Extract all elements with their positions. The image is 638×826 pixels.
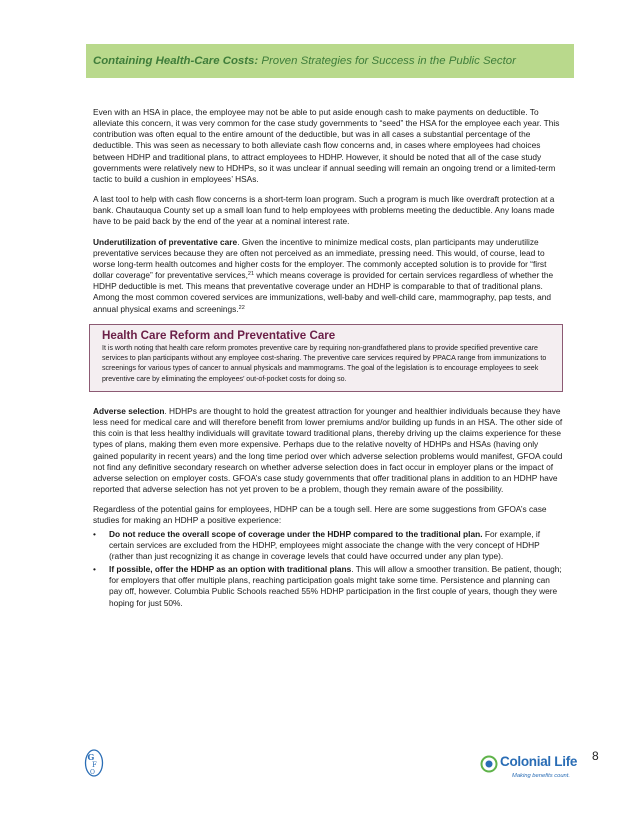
brand-name: Colonial Life: [500, 754, 578, 769]
preventative-text-b: which means coverage is provided for certain services regardless of whether the HDHP deductible is met. This means that preventative coverage under an HDHP is comparable to that of traditional plans. Among the most common covered services are immunizations, well-baby and well-child care, mammography, pap tests, and annual physical exams and screenings.: [93, 270, 554, 314]
svg-text:G: G: [87, 752, 95, 762]
preventative-text-a: . Given the incentive to minimize medical costs, plan participants may underutilize preventative services because they are often not perceived as an immediate, pressing need. This would, of course, lead to worse long-term health outcomes and higher costs for the employer. The commonly accepted solution is to provide for “first dollar coverage” for preventative services,: [93, 236, 547, 281]
adverse-selection-text: . HDHPs are thought to hold the greatest attraction for younger and healthier individuals because they have less need for medical care and will therefore benefit from lower premiums and/or building up funds in an HSA. The other side of this coin is that less healthy individuals will gravitate toward traditional plans, thereby driving up the claims experience for these types of plans, making them even more expensive. Perhaps due to the relative novelty of HDHPs and HSAs (having only gained popularity in recent years) and the long time period over which adverse selection problems would manifest, GFOA could not find any definitive secondary research on whether adverse selection does in fact occur in employer plans or the impact of adverse selection on employer costs. GFOA’s case study governments that offer traditional plans in addition to an HDHP have reported that adverse selection has not yet proven to be a problem, though they remain aware of the possibility.: [93, 406, 563, 495]
page-number: 8: [592, 749, 599, 763]
bullet-mark: •: [93, 564, 96, 575]
gfoa-seal-icon: [84, 748, 104, 778]
callout-title: Health Care Reform and Preventative Care: [102, 328, 336, 342]
heading-underutilization: Underutilization of preventative care: [93, 236, 238, 247]
bullet-bold-text: Do not reduce the overall scope of coverage under the HDHP compared to the traditional plan.: [109, 528, 483, 539]
bullet-text: . This will allow a smoother transition. Be patient, though; for employers that offer multiple plans, reaching participation goals might take some time. Persistence and planning can pay off, however. Columbia Public Schools reached 55% HDHP participation in the first couple of years, though they were hoping for just 50%.: [109, 564, 562, 608]
list-item: [93, 564, 565, 609]
bullet-text: For example, if certain services are excluded from the HDHP, employees might associate the change with the very concept of HDHP (rather than just recognizing it as change in coverage levels that could have occurred under any plan type).: [109, 528, 541, 561]
paragraph-suggestions-intro: Regardless of the potential gains for employees, HDHP can be a tough sell. Here are some suggestions from GFOA’s case studies for making an HDHP a positive experience:: [93, 504, 547, 526]
footnote-ref-22: 22: [238, 304, 245, 311]
paragraph-preventative-care: [93, 237, 565, 315]
bullet-bold-text: If possible, offer the HDHP as an option with traditional plans: [109, 564, 352, 575]
callout-text: It is worth noting that health care reform promotes preventive care by requiring non-grandfathered plans to provide specified preventive care services to plan participants without any employee cost-sharing. The preventive care services required by PPACA range from immunizations to screenings for various types of cancer to annual physicals and mammograms. The goal of the legislation is to encourage employees to seek preventive care by eliminating the employees’ out-of-pocket costs for doing so.: [102, 344, 547, 383]
list-item: [93, 529, 565, 562]
header-bar: [86, 44, 574, 78]
svg-text:F: F: [92, 761, 97, 769]
paragraph-hsa-seeding: Even with an HSA in place, the employee may not be able to put aside enough cash to make payments on deductible. To alleviate this concern, it was very common for the case study governments to “seed” the HSA for the employee each year. This contribution was often equal to the entire amount of the deductible, but was in all cases a substantial percentage of the deductible. This was seen as necessary to both alleviate cash flow concerns and, in cases where employees had choices between HDHP and traditional plans, to attract employees to HDHP. However, it should be noted that all of the case study governments were relatively new to HDHPs, so it was unclear if annual seeding will remain an ongoing trend or a limited-term tactic to build a cushion in employees’ HSAs.: [93, 107, 560, 184]
header-title-rest: Proven Strategies for Success in the Public Sector: [258, 55, 516, 67]
heading-adverse-selection: Adverse selection: [93, 406, 165, 416]
paragraph-adverse-selection: [93, 406, 565, 495]
colonial-life-logo: [480, 754, 580, 784]
colonial-life-mark-icon: [480, 755, 498, 773]
header-title: [93, 55, 516, 67]
paragraph-loan-program: A last tool to help with cash flow concerns is a short-term loan program. Such a program is much like overdraft protection at a bank. Chautauqua County set up a small loan fund to help employees with problems meeting the deductible. Any loans made have to be paid back by the end of the year at a nominal interest rate.: [93, 194, 555, 227]
page-content: [93, 107, 565, 611]
header-title-bold: Containing Health-Care Costs:: [93, 55, 259, 67]
callout-box: [89, 324, 563, 392]
suggestions-list: [93, 529, 565, 609]
svg-text:O: O: [90, 769, 95, 776]
brand-tagline: Making benefits count.: [512, 773, 571, 779]
footnote-ref-21: 21: [247, 271, 255, 278]
bullet-mark: •: [93, 528, 96, 539]
